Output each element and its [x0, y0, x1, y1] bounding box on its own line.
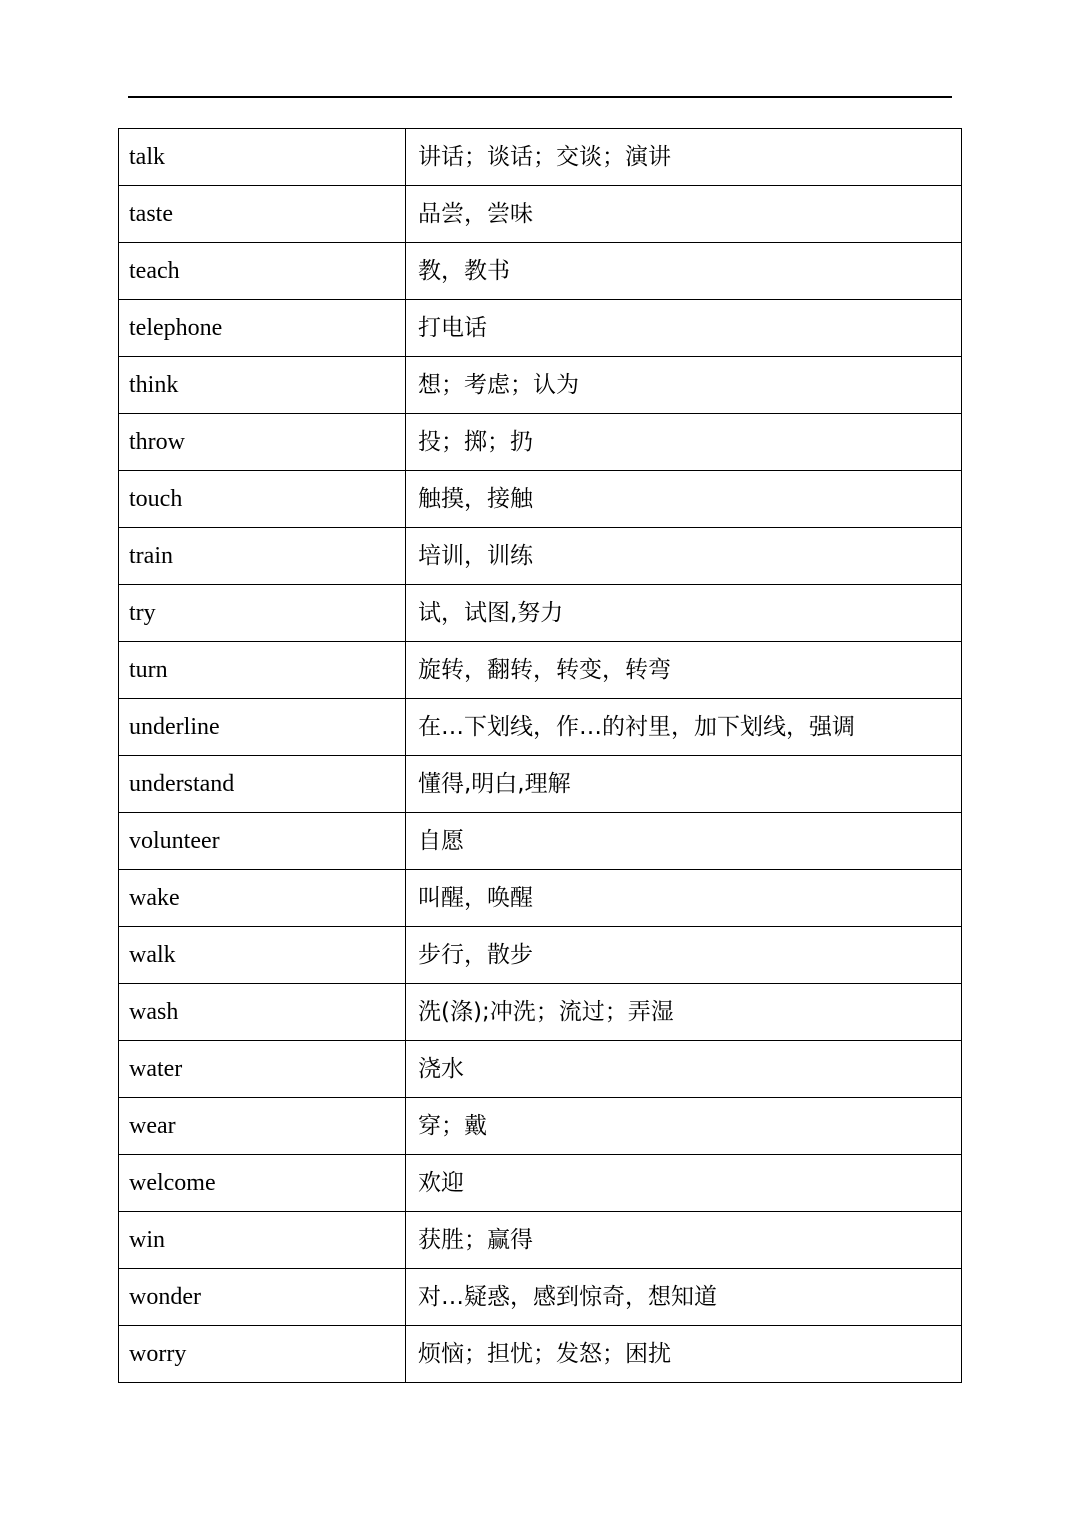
table-row	[119, 1212, 962, 1269]
table-row	[119, 471, 962, 528]
meaning-cell: 想；考虑；认为	[406, 357, 962, 414]
word-cell: underline	[119, 699, 406, 756]
table-row	[119, 243, 962, 300]
table-row	[119, 300, 962, 357]
word-cell: wonder	[119, 1269, 406, 1326]
word-cell: talk	[119, 129, 406, 186]
table-row	[119, 528, 962, 585]
word-cell: wash	[119, 984, 406, 1041]
meaning-cell: 叫醒，唤醒	[406, 870, 962, 927]
word-cell: taste	[119, 186, 406, 243]
meaning-cell: 浇水	[406, 1041, 962, 1098]
meaning-cell: 投；掷；扔	[406, 414, 962, 471]
word-cell: welcome	[119, 1155, 406, 1212]
word-cell: wear	[119, 1098, 406, 1155]
meaning-cell: 培训，训练	[406, 528, 962, 585]
meaning-cell: 烦恼；担忧；发怒；困扰	[406, 1326, 962, 1383]
table-row	[119, 414, 962, 471]
vocabulary-table	[118, 128, 962, 1383]
table-row	[119, 1326, 962, 1383]
meaning-cell: 旋转，翻转，转变，转弯	[406, 642, 962, 699]
table-row	[119, 756, 962, 813]
word-cell: teach	[119, 243, 406, 300]
meaning-cell: 懂得,明白,理解	[406, 756, 962, 813]
meaning-cell: 教，教书	[406, 243, 962, 300]
meaning-cell: 对…疑惑，感到惊奇，想知道	[406, 1269, 962, 1326]
word-cell: telephone	[119, 300, 406, 357]
meaning-cell: 品尝，尝味	[406, 186, 962, 243]
word-cell: try	[119, 585, 406, 642]
word-cell: water	[119, 1041, 406, 1098]
meaning-cell: 步行，散步	[406, 927, 962, 984]
table-row	[119, 927, 962, 984]
meaning-cell: 打电话	[406, 300, 962, 357]
word-cell: think	[119, 357, 406, 414]
word-cell: understand	[119, 756, 406, 813]
meaning-cell: 触摸，接触	[406, 471, 962, 528]
table-row	[119, 870, 962, 927]
table-row	[119, 585, 962, 642]
table-row	[119, 1041, 962, 1098]
header-rule	[128, 96, 952, 98]
table-row	[119, 642, 962, 699]
word-cell: walk	[119, 927, 406, 984]
meaning-cell: 洗(涤);冲洗；流过；弄湿	[406, 984, 962, 1041]
table-row	[119, 813, 962, 870]
table-row	[119, 1098, 962, 1155]
word-cell: wake	[119, 870, 406, 927]
table-row	[119, 699, 962, 756]
word-cell: train	[119, 528, 406, 585]
word-cell: turn	[119, 642, 406, 699]
word-cell: throw	[119, 414, 406, 471]
meaning-cell: 自愿	[406, 813, 962, 870]
meaning-cell: 讲话；谈话；交谈；演讲	[406, 129, 962, 186]
meaning-cell: 穿；戴	[406, 1098, 962, 1155]
table-row	[119, 1269, 962, 1326]
table-row	[119, 186, 962, 243]
word-cell: win	[119, 1212, 406, 1269]
table-row	[119, 984, 962, 1041]
word-cell: touch	[119, 471, 406, 528]
meaning-cell: 获胜；赢得	[406, 1212, 962, 1269]
meaning-cell: 欢迎	[406, 1155, 962, 1212]
vocabulary-table-body	[119, 129, 962, 1383]
word-cell: volunteer	[119, 813, 406, 870]
word-cell: worry	[119, 1326, 406, 1383]
table-row	[119, 1155, 962, 1212]
table-row	[119, 129, 962, 186]
meaning-cell: 试，试图,努力	[406, 585, 962, 642]
table-row	[119, 357, 962, 414]
meaning-cell: 在…下划线，作…的衬里，加下划线，强调	[406, 699, 962, 756]
